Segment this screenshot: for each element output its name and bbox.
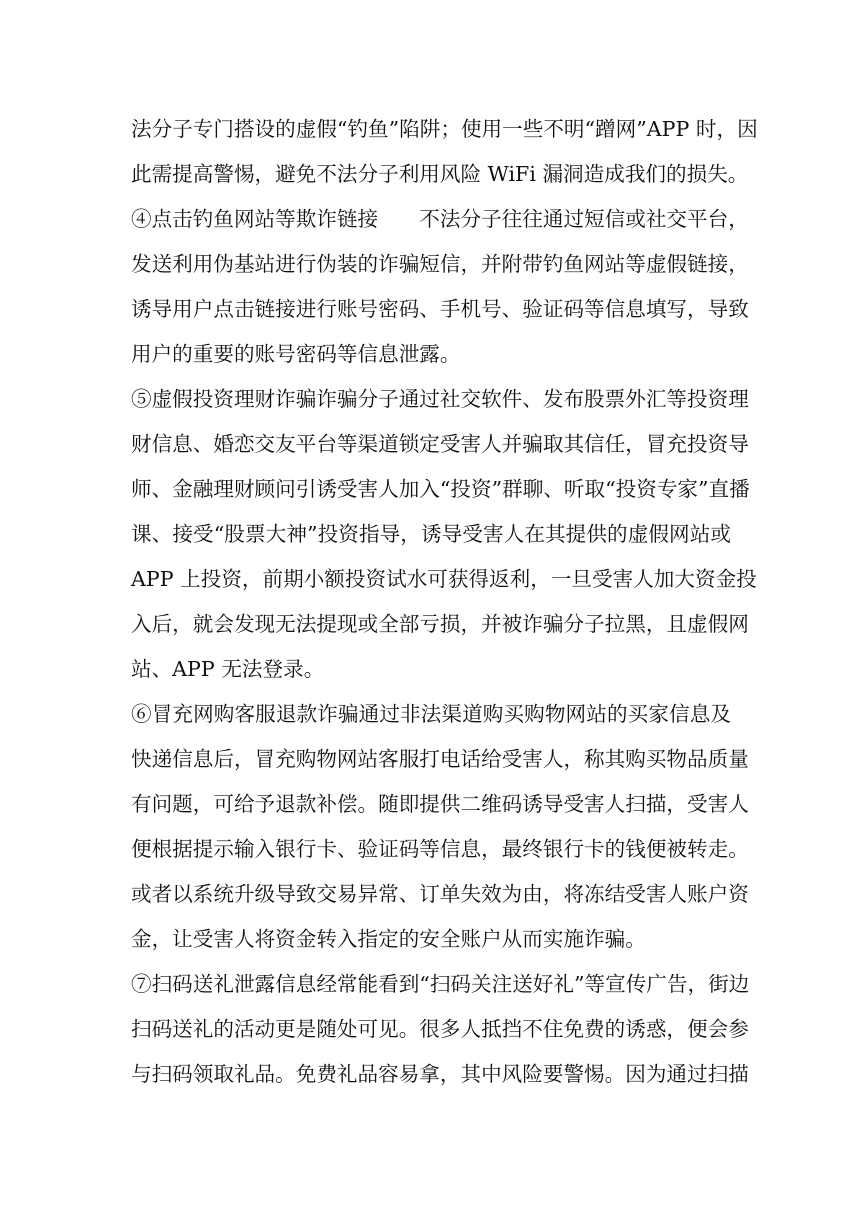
text-line: 入后，就会发现无法提现或全部亏损，并被诈骗分子拉黑，且虚假网 (131, 612, 749, 636)
text-line: 与扫码领取礼品。免费礼品容易拿，其中风险要警惕。因为通过扫描 (131, 1062, 749, 1086)
text-line: 诱导用户点击链接进行账号密码、手机号、验证码等信息填写，导致 (131, 297, 749, 321)
text-line: 师、金融理财顾问引诱受害人加入“投资”群聊、听取“投资专家”直播 (131, 477, 750, 501)
text-line: 快递信息后，冒充购物网站客服打电话给受害人，称其购买物品质量 (131, 747, 749, 771)
text-line: 财信息、婚恋交友平台等渠道锁定受害人并骗取其信任，冒充投资导 (131, 432, 749, 456)
text-line: APP 上投资，前期小额投资试水可获得返利，一旦受害人加大资金投 (131, 567, 757, 591)
text-line: 或者以系统升级导致交易异常、订单失效为由，将冻结受害人账户资 (131, 882, 749, 906)
text-line: 金，让受害人将资金转入指定的安全账户从而实施诈骗。 (131, 927, 646, 951)
text-line: 法分子专门搭设的虚假“钓鱼”陷阱；使用一些不明“蹭网”APP 时，因 (131, 117, 758, 141)
text-line: 此需提高警惕，避免不法分子利用风险 WiFi 漏洞造成我们的损失。 (131, 162, 749, 186)
text-line: 课、接受“股票大神”投资指导，诱导受害人在其提供的虚假网站或 (131, 522, 731, 546)
text-line: ④点击钓鱼网站等欺诈链接 不法分子往往通过短信或社交平台， (131, 207, 749, 231)
text-line: 便根据提示输入银行卡、验证码等信息，最终银行卡的钱便被转走。 (131, 837, 749, 861)
text-line: 站、APP 无法登录。 (131, 657, 325, 681)
text-line: ⑦扫码送礼泄露信息经常能看到“扫码关注送好礼”等宣传广告，街边 (131, 972, 750, 996)
text-line: 有问题，可给予退款补偿。随即提供二维码诱导受害人扫描，受害人 (131, 792, 749, 816)
text-line: ⑥冒充网购客服退款诈骗通过非法渠道购买购物网站的买家信息及 (131, 702, 731, 726)
text-line: 扫码送礼的活动更是随处可见。很多人抵挡不住免费的诱惑，便会参 (131, 1017, 749, 1041)
text-line: 用户的重要的账号密码等信息泄露。 (131, 342, 461, 366)
text-line: ⑤虚假投资理财诈骗诈骗分子通过社交软件、发布股票外汇等投资理 (131, 387, 749, 411)
text-line: 发送利用伪基站进行伪装的诈骗短信，并附带钓鱼网站等虚假链接， (131, 252, 749, 276)
